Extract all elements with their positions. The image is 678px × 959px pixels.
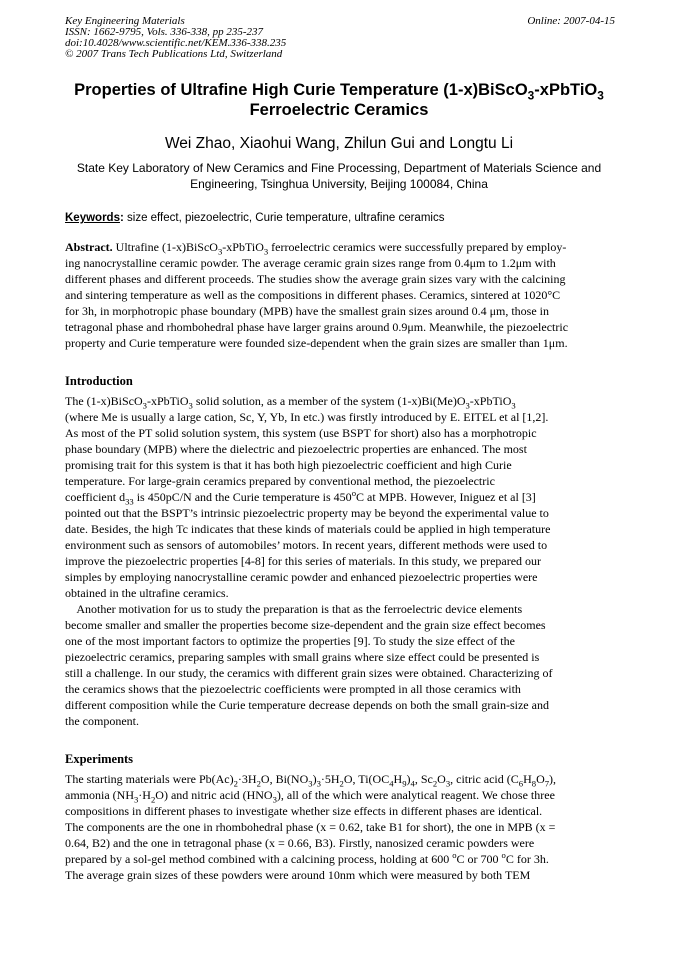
exp-line: compositions in different phases to investigate whether size effects in different phases are identical. bbox=[65, 804, 543, 818]
title-line-1: Properties of Ultrafine High Curie Temperature (1-x)BiScO$_3$-xPbTiO$_3$ bbox=[74, 81, 604, 103]
experiments-body bbox=[65, 771, 614, 883]
experiments-heading: Experiments bbox=[65, 752, 134, 766]
intro-line: promising trait for this system is that it has both high piezoelectric coefficient and high Curie bbox=[65, 458, 512, 472]
author-list: Wei Zhao, Xiaohui Wang, Zhilun Gui and Longtu Li bbox=[164, 135, 514, 152]
abstract-line: different phases and different proceeds. The studies show the average grain sizes vary with the calcining bbox=[65, 272, 566, 286]
abstract-line: and sintering temperature as well as the compositions in different phases. Ceramics, sintered at 1020°C bbox=[65, 288, 561, 302]
abstract-line: property and Curie temperature were founded size-dependent when the grain sizes are smaller than 1μm. bbox=[65, 336, 568, 350]
exp-line: 0.64, B2) and the one in tetragonal phase (x = 0.66, B3). Firstly, nanosized ceramic powders were bbox=[65, 836, 535, 850]
intro-line: phase boundary (MPB) where the dielectric and piezoelectric properties are enhanced. The most bbox=[65, 442, 527, 456]
intro-line: become smaller and smaller the properties become size-dependent and the grain size effect becomes bbox=[65, 618, 546, 632]
keywords-colon: : bbox=[119, 212, 124, 224]
intro-line: improve the piezoelectric properties [4-8] for this series of materials. In this study, we prepared our bbox=[65, 554, 542, 568]
affiliation-line: State Key Laboratory of New Ceramics and Fine Processing, Department of Materials Science and bbox=[76, 161, 602, 175]
exp-line: prepared by a sol-gel method combined with a calcining process, holding at 600 $^o$C or 700 $^o$C for 3h. bbox=[65, 850, 549, 866]
intro-line: still a challenge. In our study, the ceramics with different grain sizes were obtained. Characterizing of bbox=[65, 666, 553, 680]
affiliation-line: Engineering, Tsinghua University, Beijing 100084, China bbox=[190, 177, 488, 191]
intro-line: pointed out that the BSPT’s intrinsic piezoelectric property may be beyond the experimental value to bbox=[65, 506, 549, 520]
abstract-line: tetragonal phase and rhombohedral phase have larger grains around 0.9μm. Meanwhile, the piezoelectric bbox=[65, 320, 569, 334]
journal-header bbox=[65, 16, 286, 60]
introduction-heading: Introduction bbox=[65, 374, 133, 388]
intro-line: The (1-x)BiScO$_3$-xPbTiO$_3$ solid solution, as a member of the system $(1-x)Bi(Me)O_3-xPbTiO_3$ bbox=[65, 394, 516, 411]
intro-line: date. Besides, the high Tc indicates that these kinds of materials could be applied in high temperature bbox=[65, 522, 551, 536]
title-line-2: Ferroelectric Ceramics bbox=[249, 101, 429, 119]
intro-line: simples by employing nanocrystalline ceramic powder and enhanced piezoelectric properties were bbox=[65, 570, 538, 584]
intro-line: the component. bbox=[65, 714, 139, 728]
intro-line: Another motivation for us to study the preparation is that as the ferroelectric device elements bbox=[65, 602, 523, 616]
exp-line: ammonia $(NH_3\cdot H_2O)$ and nitric acid $(HNO_3)$, all of the which were analytical reagent. We chose three bbox=[65, 788, 555, 805]
intro-line: obtained in the ultrafine ceramics. bbox=[65, 586, 229, 600]
intro-line: As most of the PT solid solution system, this system (use BSPT for short) also has a morphotropic bbox=[65, 426, 537, 440]
intro-line: environment such as sensors of automobiles’ motors. In recent years, different methods were used to bbox=[65, 538, 548, 552]
online-date: Online: 2007-04-15 bbox=[527, 15, 615, 27]
keywords-label: Keywords bbox=[65, 212, 120, 224]
abstract-line: for 3h, in morphotropic phase boundary (MPB) have the smallest grain sizes around 0.4 μm, those in bbox=[65, 304, 550, 318]
paper-title bbox=[40, 80, 638, 120]
abstract-line: Abstract. Ultrafine (1-x)BiScO$_3$-xPbTiO$_3$ ferroelectric ceramics were successfully prepared by employ- bbox=[65, 240, 567, 257]
intro-line: coefficient $d_{33}$ is 450pC/N and the Curie temperature is 450$^o$C at MPB. However, Iniguez et al [3] bbox=[65, 488, 536, 507]
issn-line: ISSN: 1662-9795, Vols. 336-338, pp 235-237 bbox=[65, 26, 263, 38]
exp-line: The average grain sizes of these powders were around 10nm which were measured by both TEM bbox=[65, 868, 531, 882]
exp-line: The components are the one in rhombohedral phase (x = 0.62, take B1 for short), the one in MPB (x = bbox=[65, 820, 556, 834]
abstract-label: Abstract. bbox=[65, 240, 113, 254]
doi-line[interactable]: doi:10.4028/www.scientific.net/KEM.336-338.235 bbox=[65, 37, 287, 49]
intro-line: piezoelectric ceramics, preparing samples with small grains where size effect could be presented is bbox=[65, 650, 540, 664]
journal-name: Key Engineering Materials bbox=[65, 15, 185, 27]
exp-line: The starting materials were $Pb(Ac)_2\cdot 3H_2O$, $Bi(NO_3)_3\cdot 5H_2O$, $Ti(OC_4H_9)_4$, $Sc_2O_3$, citric acid $(C_6H_8O_7)$, bbox=[65, 772, 557, 789]
introduction-body bbox=[65, 393, 614, 729]
intro-line: temperature. For large-grain ceramics prepared by conventional method, the piezoelectric bbox=[65, 474, 495, 488]
intro-line: (where Me is usually a large cation, Sc, Y, Yb, In etc.) was firstly introduced by E. EITEL et al [1,2]. bbox=[65, 410, 549, 424]
keywords-text: size effect, piezoelectric, Curie temperature, ultrafine ceramics bbox=[123, 212, 445, 224]
abstract bbox=[65, 239, 614, 351]
intro-line: one of the most important factors to optimize the properties [9]. To study the size effect of the bbox=[65, 634, 515, 648]
abstract-line: ing nanocrystalline ceramic powder. The average ceramic grain sizes range from 0.4μm to 1.2μm with bbox=[65, 256, 556, 270]
affiliation bbox=[55, 160, 623, 192]
keywords bbox=[65, 211, 625, 225]
intro-line: the ceramics shows that the piezoelectric coefficients were prompted in all those ceramics with bbox=[65, 682, 521, 696]
copyright-line: © 2007 Trans Tech Publications Ltd, Switzerland bbox=[65, 48, 283, 60]
intro-line: different composition while the Curie temperature decrease depends on both the small grain-size and bbox=[65, 698, 549, 712]
